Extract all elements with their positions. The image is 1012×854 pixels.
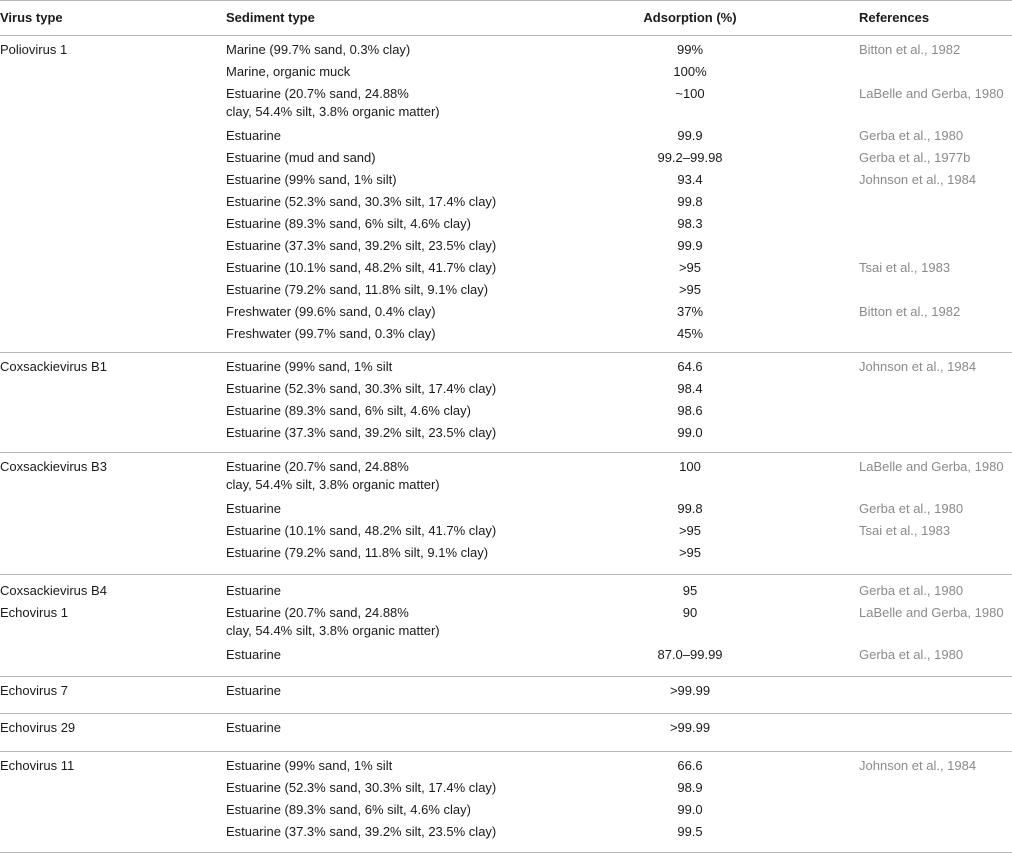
- adsorption-cell: 66.6: [677, 758, 703, 773]
- sediment-type-cell: Estuarine (52.3% sand, 30.3% silt, 17.4% clay): [226, 194, 497, 209]
- header-adsorption: Adsorption (%): [643, 10, 737, 25]
- sediment-type-cell: Estuarine (20.7% sand, 24.88%: [226, 605, 409, 620]
- adsorption-cell: 99.8: [677, 194, 703, 209]
- header-references: References: [859, 10, 930, 25]
- sediment-type-cell: Estuarine (79.2% sand, 11.8% silt, 9.1% clay): [226, 545, 489, 560]
- adsorption-cell: 37%: [676, 304, 704, 319]
- sediment-type-cell: Freshwater (99.6% sand, 0.4% clay): [226, 304, 436, 319]
- adsorption-cell: >99.99: [669, 720, 711, 735]
- sediment-type-cell: Estuarine (52.3% sand, 30.3% silt, 17.4% clay): [226, 780, 497, 795]
- sediment-type-cell: Estuarine: [226, 720, 281, 735]
- reference-cell: Bitton et al., 1982: [859, 42, 961, 57]
- sediment-type-cell: Freshwater (99.7% sand, 0.3% clay): [226, 326, 436, 341]
- table-top-rule: [0, 0, 1012, 1]
- reference-cell: Gerba et al., 1980: [859, 583, 964, 598]
- header-rule: [0, 35, 1012, 36]
- header-virus-type: Virus type: [0, 10, 63, 25]
- adsorption-cell: 99.9: [677, 238, 703, 253]
- sediment-type-cell: Estuarine (89.3% sand, 6% silt, 4.6% clay): [226, 216, 471, 231]
- virus-type-cell: Coxsackievirus B3: [0, 459, 107, 474]
- sediment-type-cell: Estuarine (10.1% sand, 48.2% silt, 41.7% clay): [226, 523, 497, 538]
- adsorption-cell: 90: [682, 605, 698, 620]
- group-rule: [0, 852, 1012, 853]
- reference-cell: Tsai et al., 1983: [859, 260, 951, 275]
- adsorption-cell: 64.6: [677, 359, 703, 374]
- adsorption-cell: 99.9: [677, 128, 703, 143]
- sediment-type-cell: Estuarine (37.3% sand, 39.2% silt, 23.5% clay): [226, 238, 497, 253]
- sediment-type-cell: Marine (99.7% sand, 0.3% clay): [226, 42, 411, 57]
- sediment-type-cell: Estuarine (52.3% sand, 30.3% silt, 17.4% clay): [226, 381, 497, 396]
- reference-cell: Tsai et al., 1983: [859, 523, 951, 538]
- group-rule: [0, 751, 1012, 752]
- reference-cell: Gerba et al., 1980: [859, 128, 964, 143]
- reference-cell: LaBelle and Gerba, 1980: [859, 459, 1004, 474]
- adsorption-cell: 99.0: [677, 802, 703, 817]
- sediment-type-cell: Marine, organic muck: [226, 64, 351, 79]
- adsorption-cell: 45%: [676, 326, 704, 341]
- sediment-type-cell: Estuarine: [226, 501, 281, 516]
- adsorption-cell: 95: [682, 583, 698, 598]
- sediment-type-cell: Estuarine (89.3% sand, 6% silt, 4.6% clay): [226, 802, 471, 817]
- virus-type-cell: Echovirus 1: [0, 605, 68, 620]
- sediment-type-cell: clay, 54.4% silt, 3.8% organic matter): [226, 623, 440, 638]
- reference-cell: Johnson et al., 1984: [859, 172, 977, 187]
- reference-cell: Johnson et al., 1984: [859, 359, 977, 374]
- sediment-type-cell: clay, 54.4% silt, 3.8% organic matter): [226, 477, 440, 492]
- adsorption-cell: >99.99: [669, 683, 711, 698]
- reference-cell: Gerba et al., 1977b: [859, 150, 971, 165]
- adsorption-cell: 99%: [676, 42, 704, 57]
- adsorption-cell: 99.5: [677, 824, 703, 839]
- adsorption-cell: >95: [678, 545, 702, 560]
- sediment-type-cell: Estuarine (20.7% sand, 24.88%: [226, 86, 409, 101]
- adsorption-cell: 99.2–99.98: [657, 150, 723, 165]
- virus-type-cell: Echovirus 7: [0, 683, 68, 698]
- reference-cell: Gerba et al., 1980: [859, 647, 964, 662]
- adsorption-cell: 99.8: [677, 501, 703, 516]
- adsorption-cell: 87.0–99.99: [657, 647, 723, 662]
- adsorption-cell: 100: [679, 459, 701, 474]
- sediment-type-cell: Estuarine (99% sand, 1% silt: [226, 359, 393, 374]
- group-rule: [0, 352, 1012, 353]
- virus-type-cell: Poliovirus 1: [0, 42, 68, 57]
- sediment-type-cell: Estuarine: [226, 128, 281, 143]
- sediment-type-cell: Estuarine (89.3% sand, 6% silt, 4.6% clay): [226, 403, 471, 418]
- adsorption-cell: 100%: [673, 64, 707, 79]
- adsorption-cell: >95: [678, 260, 702, 275]
- sediment-type-cell: Estuarine (37.3% sand, 39.2% silt, 23.5% clay): [226, 425, 497, 440]
- group-rule: [0, 574, 1012, 575]
- sediment-type-cell: clay, 54.4% silt, 3.8% organic matter): [226, 104, 440, 119]
- virus-type-cell: Coxsackievirus B1: [0, 359, 107, 374]
- adsorption-cell: 98.9: [677, 780, 703, 795]
- sediment-type-cell: Estuarine (99% sand, 1% silt): [226, 172, 397, 187]
- group-rule: [0, 676, 1012, 677]
- adsorption-cell: 93.4: [677, 172, 703, 187]
- header-sediment-type: Sediment type: [226, 10, 315, 25]
- adsorption-cell: 98.3: [677, 216, 703, 231]
- sediment-type-cell: Estuarine (10.1% sand, 48.2% silt, 41.7% clay): [226, 260, 497, 275]
- reference-cell: LaBelle and Gerba, 1980: [859, 605, 1004, 620]
- sediment-type-cell: Estuarine (mud and sand): [226, 150, 376, 165]
- sediment-type-cell: Estuarine: [226, 647, 281, 662]
- reference-cell: Gerba et al., 1980: [859, 501, 964, 516]
- adsorption-cell: >95: [678, 523, 702, 538]
- virus-type-cell: Coxsackievirus B4: [0, 583, 107, 598]
- sediment-type-cell: Estuarine (20.7% sand, 24.88%: [226, 459, 409, 474]
- virus-type-cell: Echovirus 29: [0, 720, 76, 735]
- reference-cell: LaBelle and Gerba, 1980: [859, 86, 1004, 101]
- adsorption-cell: ~100: [675, 86, 705, 101]
- sediment-type-cell: Estuarine (79.2% sand, 11.8% silt, 9.1% clay): [226, 282, 489, 297]
- reference-cell: Bitton et al., 1982: [859, 304, 961, 319]
- virus-type-cell: Echovirus 11: [0, 758, 75, 773]
- group-rule: [0, 452, 1012, 453]
- sediment-type-cell: Estuarine: [226, 683, 281, 698]
- group-rule: [0, 713, 1012, 714]
- adsorption-cell: 98.6: [677, 403, 703, 418]
- sediment-type-cell: Estuarine (99% sand, 1% silt: [226, 758, 393, 773]
- adsorption-cell: 98.4: [677, 381, 703, 396]
- sediment-type-cell: Estuarine (37.3% sand, 39.2% silt, 23.5% clay): [226, 824, 497, 839]
- adsorption-cell: 99.0: [677, 425, 703, 440]
- adsorption-cell: >95: [678, 282, 702, 297]
- sediment-type-cell: Estuarine: [226, 583, 281, 598]
- reference-cell: Johnson et al., 1984: [859, 758, 977, 773]
